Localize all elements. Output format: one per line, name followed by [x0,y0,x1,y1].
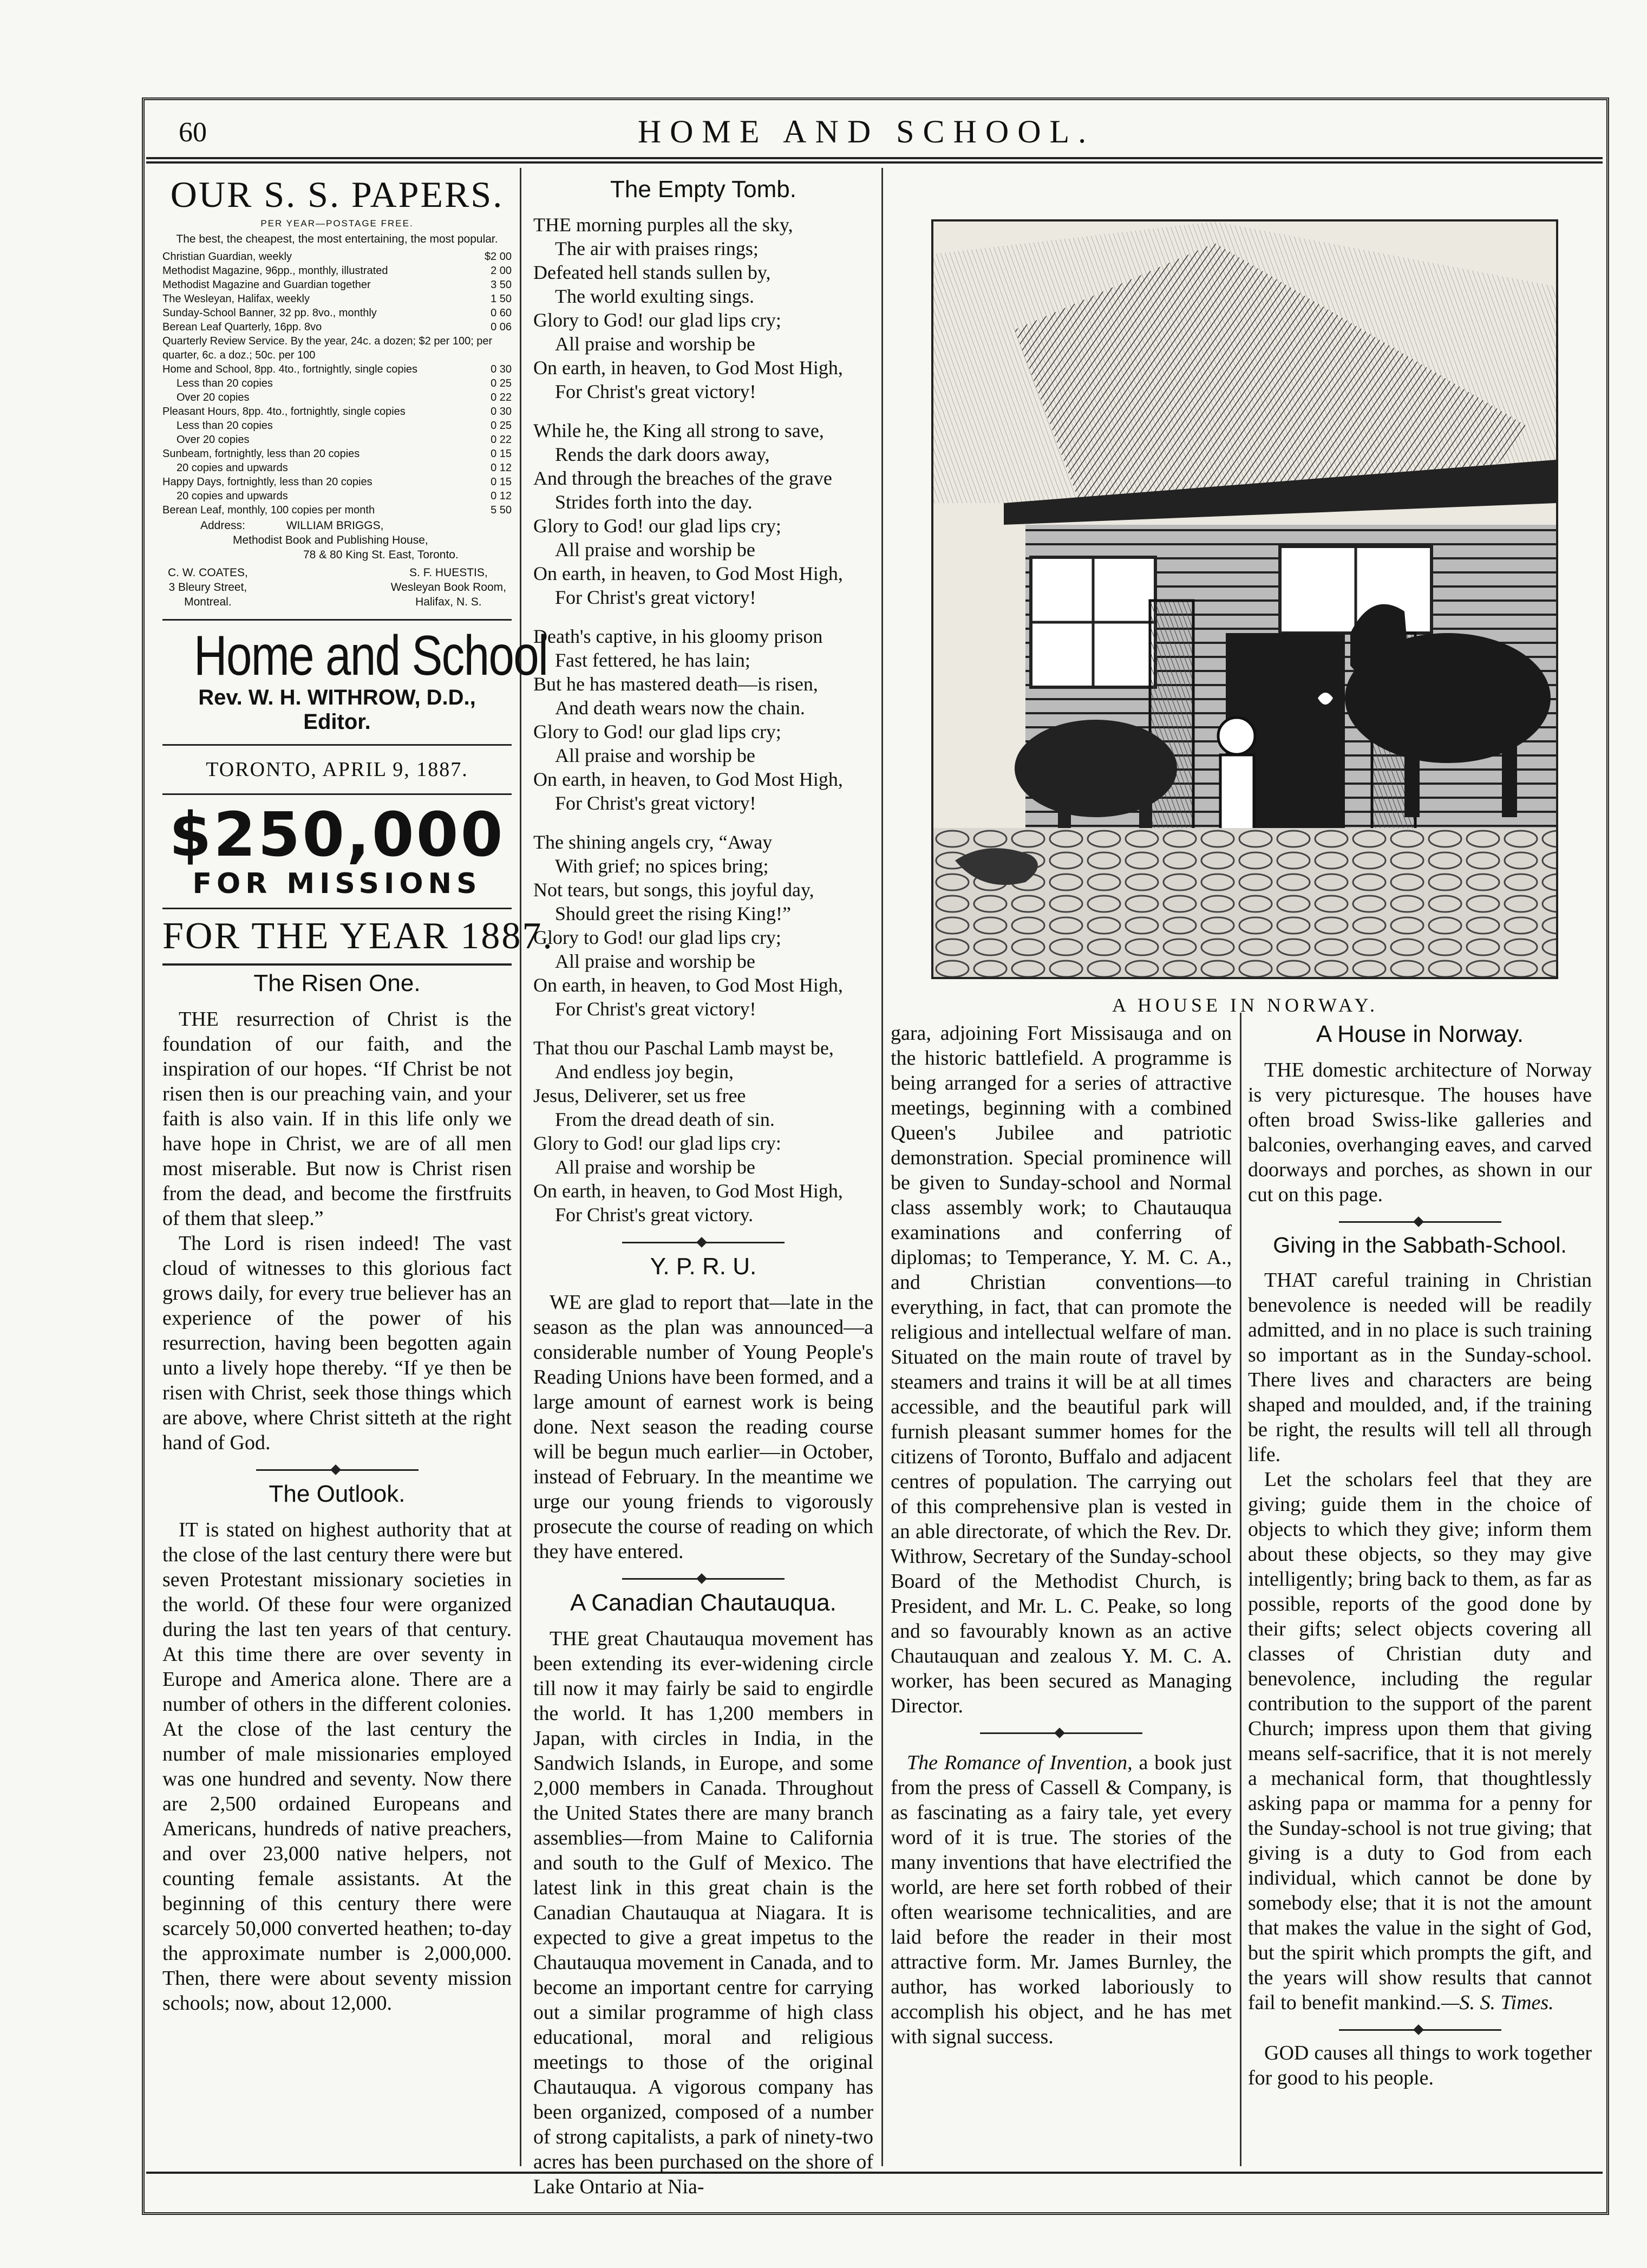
poem-line: But he has mastered death—is risen, [533,673,818,695]
price-row [162,306,512,320]
price-row [162,292,512,306]
romance-notice [891,1750,1232,2049]
agents [162,562,512,609]
column-rule-2 [881,168,883,2166]
chautauqua-body: THE great Chautauqua movement has been extending its ever-widening circle till now it may fairly be said to engirdle the world. It has 1,200 members in Japan, with circles in India, in the Sandwich Islands, in Europe, and some 2,000 members in Canada. Throughout the United States there are many branch assemblies—from Maine to California and south to the Gulf of Mexico. The latest link in this great chain is the Canadian Chautauqua at Niagara. It is expected to give a great impetus to the Chautauqua movement in Canada, and to become an important centre for carrying out a similar programme of high class educational, moral and religious meetings to those of the original Chautauqua. A vigorous company has been organized, composed of a number of strong capitalists, a park of ninety-two acres has been purchased on the shore of Lake Ontario at Nia- [533,1627,873,2198]
papers-subtitle: PER YEAR—POSTAGE FREE. [260,218,414,229]
publisher-name: WILLIAM BRIGGS, [286,519,384,532]
agent-montreal [168,565,248,609]
poem-line: Not tears, but songs, this joyful day, [533,879,814,901]
paper-name: 20 copies and upwards [177,490,288,502]
price-row [162,433,512,447]
poem-line: Defeated hell stands sullen by, [533,262,771,283]
poem-line: For Christ's great victory! [555,381,756,402]
outlook-title: The Outlook. [269,1481,406,1507]
chautauqua-continued: gara, adjoining Fort Missisauga and on the historic battlefield. A programme is being arranged for a series of attractive meetings, beginning with a combined Queen's Jubilee and patriotic demonstration. Special prominence will be given to Sunday-school and Normal class assembly work; to Chautauqua examinations and conferring of diplomas; to Temperance, Y. M. C. A., and Christian conventions—to everything, in fact, that can promote the religious and intellectual welfare of man. Situated on the main route of travel by steamers and trains it will be at all times accessible, and the beautiful park will furnish pleasant summer homes for the citizens of Toronto, Buffalo and adjacent centres of population. The carrying out of this comprehensive plan is vested in an able directorate, of which the Rev. Dr. Withrow, Secretary of the Sunday-school Board of the Methodist Church, is President, and Mr. L. C. Peake, so long and so favourably known as an active Chautauquan and zealous Y. M. C. A. worker, has been secured as Managing Director. [891,1022,1232,1717]
masthead-title: Home and School [194,624,548,687]
poem-line: For Christ's great victory! [555,998,756,1020]
papers-title: OUR S. S. PAPERS. [170,174,504,215]
masthead-editor: Rev. W. H. WITHROW, D.D., Editor. [198,686,476,734]
price-row [162,390,512,405]
poem-line: All praise and worship be [555,1156,755,1178]
poem-line: Glory to God! our glad lips cry; [533,515,781,537]
price-row [162,461,512,475]
poem-line: That thou our Paschal Lamb mayst be, [533,1037,834,1059]
giving-title: Giving in the Sabbath-School. [1273,1233,1567,1257]
paper-price: 0 25 [491,377,512,389]
price-row [162,362,512,376]
agent-line2: Halifax, N. S. [415,596,482,608]
paper-price: 1 50 [491,293,512,305]
poem-line: Should greet the rising King!” [555,903,791,924]
poem-line: The air with praises rings; [555,238,759,259]
poem-line: On earth, in heaven, to God Most High, [533,768,843,790]
poem-line: Strides forth into the day. [555,491,753,513]
poem-line: On earth, in heaven, to God Most High, [533,974,843,996]
column-1 [162,173,554,2016]
poem-line: And endless joy begin, [555,1061,734,1083]
poem-line: All praise and worship be [555,539,755,561]
risen-one-title: The Risen One. [253,970,421,996]
poem-line: Fast fettered, he has lain; [555,649,750,671]
ypru-body: WE are glad to report that—late in the season as the plan was announced—a considerable number of Young People's Reading Unions have been formed, and a large amount of earnest work is being done. Next season the reading course will be begun much earlier—in October, instead of February. In the meantime we urge our young friends to vigorously prosecute the course of reading on which they have entered. [533,1291,873,1563]
poem-line: All praise and worship be [555,333,755,355]
giving-body: THAT careful training in Christian benevolence is needed will be readily admitted, and in no place is such training so important as in the Sunday-school. There lives and characters are being shaped and moulded, and, if the training be right, the results will tell all through life. [1248,1269,1592,1466]
empty-tomb-poem [533,213,873,1227]
poem-line: Glory to God! our glad lips cry; [533,309,781,331]
paper-name: Happy Days, fortnightly, less than 20 copies [162,476,372,488]
header-rule [146,157,1603,159]
running-header [157,106,1576,149]
section-divider [622,1242,785,1243]
paper-price: 0 22 [491,434,512,446]
price-list [162,250,512,517]
poem-stanza [533,1036,873,1227]
price-row [162,503,512,517]
price-row [162,278,512,292]
paper-name: Methodist Magazine, 96pp., monthly, illustrated [162,265,388,277]
poem-line: Glory to God! our glad lips cry; [533,927,781,948]
header-rule-2 [146,161,1603,164]
column-4 [1248,1021,1592,2090]
paper-name: Methodist Magazine and Guardian together [162,279,371,291]
price-row [162,264,512,278]
house-norway-title: A House in Norway. [1316,1021,1524,1047]
page-number: 60 [179,117,207,148]
paper-price: 0 06 [491,321,512,333]
poem-line: Rends the dark doors away, [555,444,770,465]
price-row [162,447,512,461]
outlook-body: IT is stated on highest authority that at the close of the last century there were but seven Protestant missionary societies in the world. Of these four were organized during the last ten years of that century. At this time there are over seventy in Europe and America alone. There are a number of others in the different colonies. At the close of the last century the number of male missionaries employed was one hundred and seventy. Now there are 2,500 ordained Europeans and Americans, hundreds of native preachers, and over 23,000 native helpers, not counting female assistants. At the beginning of this century there were scarcely 50,000 converted heathen; to-day the approximate number is 2,000,000. Then, there were about seventy mission schools; now, about 12,000. [162,1518,512,2015]
chautauqua-title: A Canadian Chautauqua. [570,1589,836,1616]
paper-price: 0 30 [491,363,512,375]
section-divider [1339,1221,1501,1223]
empty-tomb-title: The Empty Tomb. [610,176,796,203]
price-row [162,419,512,433]
illustration-caption: A HOUSE IN NORWAY. [1112,994,1379,1016]
paper-price: 0 15 [491,476,512,488]
house-engraving [933,221,1556,977]
house-norway-body: THE domestic architecture of Norway is very picturesque. The houses have often broad Swiss-like galleries and balconies, overhanging eaves, and carved doorways and porches, as shown in our cut on this page. [1248,1059,1592,1206]
poem-line: For Christ's great victory! [555,586,756,608]
papers-intro: The best, the cheapest, the most entertaining, the most popular. [176,233,498,245]
agent-line2: Montreal. [184,596,232,608]
agent-line1: 3 Bleury Street, [168,581,247,594]
poem-line: On earth, in heaven, to God Most High, [533,1180,843,1202]
paper-price: 0 25 [491,420,512,432]
romance-body: a book just from the press of Cassell & Company, is as fascinating as a fairy tale, yet every word of it is true. The stories of the many inventions that have electrified the world, are here set forth robbed of their often wearisome technicalities, and are laid before the reader in their most attractive form. Mr. James Burnley, the author, has worked laboriously to accomplish his object, and he has met with signal success. [891,1751,1232,2048]
price-row [162,489,512,503]
romance-book-title: The Romance of Invention, [907,1751,1133,1774]
risen-one-body-2: The Lord is risen indeed! The vast cloud of witnesses to this glorious fact grows daily, for every true believer has an experience of the power of his resurrection, having been begotten again unto a lively hope thereby. “If ye then be risen with Christ, seek those things which are above, where Christ sitteth at the right hand of God. [162,1232,512,1454]
address-label: Address: [200,519,245,532]
poem-line: Jesus, Deliverer, set us free [533,1085,746,1106]
closing-note: GOD causes all things to work together for good to his people. [1248,2042,1592,2089]
paper-price: 3 50 [491,279,512,291]
paper-name: Quarterly Review Service. By the year, 24c. a dozen; $2 per 100; per quarter, 6c. a doz.; 50c. per 100 [162,335,493,361]
giving-body-2 [1248,1467,1592,2015]
footer-rule [146,2172,1603,2174]
agent-halifax [391,565,506,609]
price-row [162,250,512,264]
poem-stanza [533,624,873,815]
column-2 [533,176,873,2199]
for-year: FOR THE YEAR 1887. [162,915,554,957]
paper-name: Sunday-School Banner, 32 pp. 8vo., monthly [162,307,377,319]
price-row [162,475,512,489]
poem-line: And through the breaches of the grave [533,467,832,489]
column-rule-3 [1240,1013,1241,2166]
publisher-address: 78 & 80 King St. East, Toronto. [303,549,459,561]
risen-one-body: THE resurrection of Christ is the foundation of our faith, and the inspiration of our hopes. “If Christ be not risen then is our preaching vain, and your faith is also vain. If in this life only we have hope in Christ, we are of all men most miserable. But now is Christ risen from the dead, and become the firstfruits of them that sleep.” [162,1008,512,1230]
poem-line: THE morning purples all the sky, [533,214,793,236]
poem-stanza [533,419,873,609]
price-row [162,405,512,419]
address-block [162,518,512,533]
poem-stanza [533,213,873,403]
paper-price: 0 22 [491,392,512,403]
section-divider [980,1732,1142,1734]
poem-line: Glory to God! our glad lips cry; [533,721,781,742]
poem-line: On earth, in heaven, to God Most High, [533,357,843,379]
paper-name: Sunbeam, fortnightly, less than 20 copies [162,448,360,460]
paper-name: The Wesleyan, Halifax, weekly [162,293,310,305]
section-divider [622,1578,785,1580]
poem-stanza [533,830,873,1021]
paper-name: 20 copies and upwards [177,462,288,474]
section-divider [1339,2029,1501,2031]
poem-line: While he, the King all strong to save, [533,420,824,441]
poem-line: Glory to God! our glad lips cry: [533,1132,781,1154]
paper-name: Christian Guardian, weekly [162,251,292,263]
paper-name: Berean Leaf Quarterly, 16pp. 8vo [162,321,322,333]
column-rule-1 [520,168,521,2166]
poem-line: For Christ's great victory! [555,792,756,814]
agent-line1: Wesleyan Book Room, [390,581,506,594]
poem-line: The world exulting sings. [555,285,754,307]
giving-body-2-text: Let the scholars feel that they are giving; guide them in the choice of objects to which they give; inform them about these objects, so they may give intelligently; bring back to them, as far as possible, reports of the good done by their gifts; select objects covering all classes of Christian duty and benevolence, including the regular contribution to the support of the parent Church; impress upon them that giving means self-sacrifice, that it is not merely a mechanical form, that thoughtlessly asking papa or mamma for a penny for the Sunday-school is not true giving; that giving is a duty to God from each individual, which cannot be done by somebody else; that it is not the amount that makes the value in the sight of God, but the spirit which prompts the gift, and the years will show results that cannot fail to benefit mankind. [1248,1468,1592,2014]
paper-price: 2 00 [491,265,512,277]
poem-line: And death wears now the chain. [555,697,805,719]
poem-line: From the dread death of sin. [555,1109,775,1130]
paper-price: 0 12 [491,462,512,474]
paper-name: Over 20 copies [177,392,250,403]
paper-price: 0 15 [491,448,512,460]
ypru-title: Y. P. R. U. [650,1253,757,1280]
poem-line: For Christ's great victory. [555,1204,754,1226]
price-row [162,376,512,390]
poem-line: On earth, in heaven, to God Most High, [533,563,843,584]
agent-name: S. F. HUESTIS, [409,566,488,579]
paper-name: Pleasant Hours, 8pp. 4to., fortnightly, single copies [162,406,406,418]
norway-house-illustration [931,219,1558,979]
column-3 [891,1021,1232,2049]
paper-name: Less than 20 copies [177,377,273,389]
for-missions: FOR MISSIONS [192,868,482,900]
paper-price: $2 00 [484,251,512,263]
paper-price: 5 50 [491,504,512,516]
poem-line: All praise and worship be [555,950,755,972]
paper-price: 0 12 [491,490,512,502]
price-row [162,334,512,362]
missions-amount: $250,000 [169,800,505,870]
paper-name: Home and School, 8pp. 4to., fortnightly, single copies [162,363,418,375]
poem-line: With grief; no spices bring; [555,855,769,877]
paper-name: Less than 20 copies [177,420,273,432]
poem-line: Death's captive, in his gloomy prison [533,625,823,647]
paper-name: Berean Leaf, monthly, 100 copies per month [162,504,375,516]
dateline: TORONTO, APRIL 9, 1887. [206,758,468,781]
paper-name: Over 20 copies [177,434,250,446]
paper-price: 0 60 [491,307,512,319]
price-row [162,320,512,334]
journal-title: HOME AND SCHOOL. [637,114,1095,149]
agent-name: C. W. COATES, [168,566,248,579]
paper-price: 0 30 [491,406,512,418]
poem-line: The shining angels cry, “Away [533,831,773,853]
poem-line: All praise and worship be [555,745,755,766]
publisher-house: Methodist Book and Publishing House, [233,534,428,546]
giving-source: —S. S. Times. [1441,1991,1554,2014]
section-divider [256,1469,419,1471]
